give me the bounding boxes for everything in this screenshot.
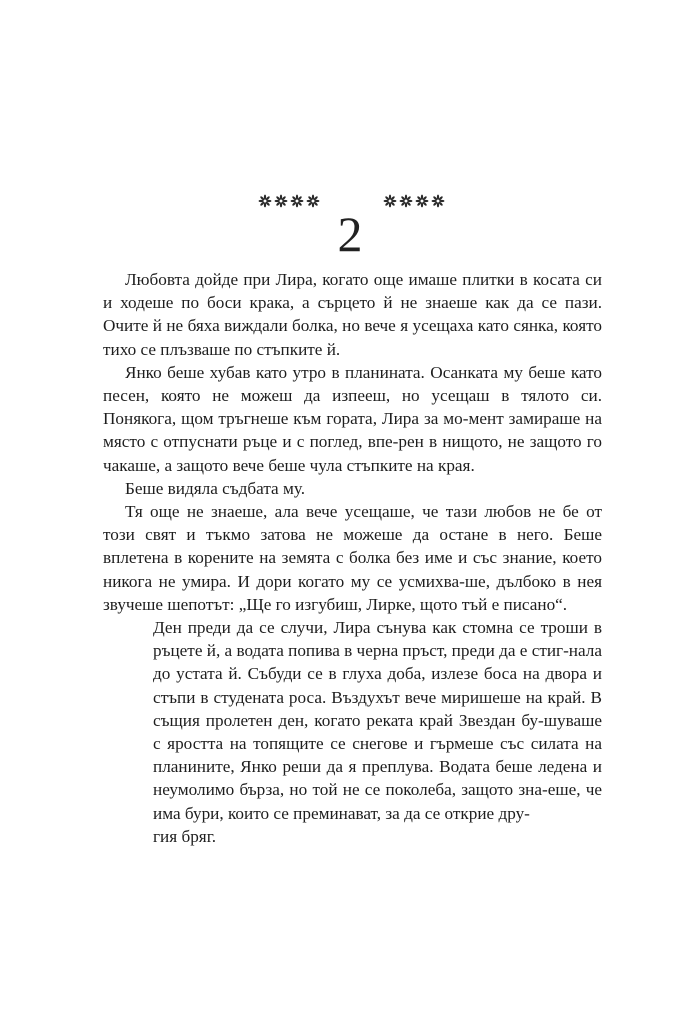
ornament-star-icon: [415, 194, 429, 208]
ornament-star-icon: [431, 194, 445, 208]
ornament-star-icon: [306, 194, 320, 208]
ornament-star-icon: [274, 194, 288, 208]
chapter-heading: [0, 188, 700, 262]
ornament-star-icon: [399, 194, 413, 208]
paragraph-2: Янко беше хубав като утро в планината. Осанката му беше като песен, която не можеш да изпееш, но усещаш в тялото си. Понякога, щом тръгнеше към гората, Лира за мо-мент замираше на място с отпуснати ръце и с поглед, впе-рен в нищото, не защото го чакаше, а защото вече беше чула стъпките на края.: [103, 362, 602, 475]
ornament-star-icon: [383, 194, 397, 208]
paragraph-3: Беше видяла съдбата му.: [125, 478, 306, 498]
ornament-left-icon: [258, 194, 320, 208]
ornament-right-icon: [383, 194, 445, 208]
paragraph-1: Любовта дойде при Лира, когато още имаше плитки в косата си и ходеше по боси крака, а сърцето й не знаеше как да се пази. Очите й не бяха виждали болка, но вече я усещаха като сянка, която тихо се плъзваше по стъпките й.: [103, 270, 602, 359]
chapter-body: [103, 268, 602, 848]
paragraph-5-tail: гия бряг.: [153, 826, 217, 846]
chapter-number: 2: [337, 206, 363, 262]
paragraph-4: Тя още не знаеше, ала вече усещаше, че тази любов не бе от този свят и тъкмо затова не можеше да остане в него. Беше вплетена в корените на земята с болка без име и със знание, което никога не умира. И дори когато му се усмихва-ше, дълбоко в нея звучеше шепотът: „Ще го изгубиш, Лирке, щото тъй е писано“.: [103, 502, 602, 614]
ornament-star-icon: [258, 194, 272, 208]
ornament-star-icon: [290, 194, 304, 208]
paragraph-5: Ден преди да се случи, Лира сънува как стомна се троши в ръцете й, а водата попива в черна пръст, преди да е стиг-нала до устата й. Събуди се в глуха доба, излезе боса на двора и стъпи в студената роса. Въздухът вече миришеше на край. В същия пролетен ден, когато реката край Звездан бу-шуваше с яростта на топящите се снегове и гърмеше със силата на планините, Янко реши да я преплува. Водата беше ледена и неумолимо бърза, но той не се поколеба, защото зна-еше, че има бури, които се преминават, за да се открие дру-: [153, 618, 602, 823]
